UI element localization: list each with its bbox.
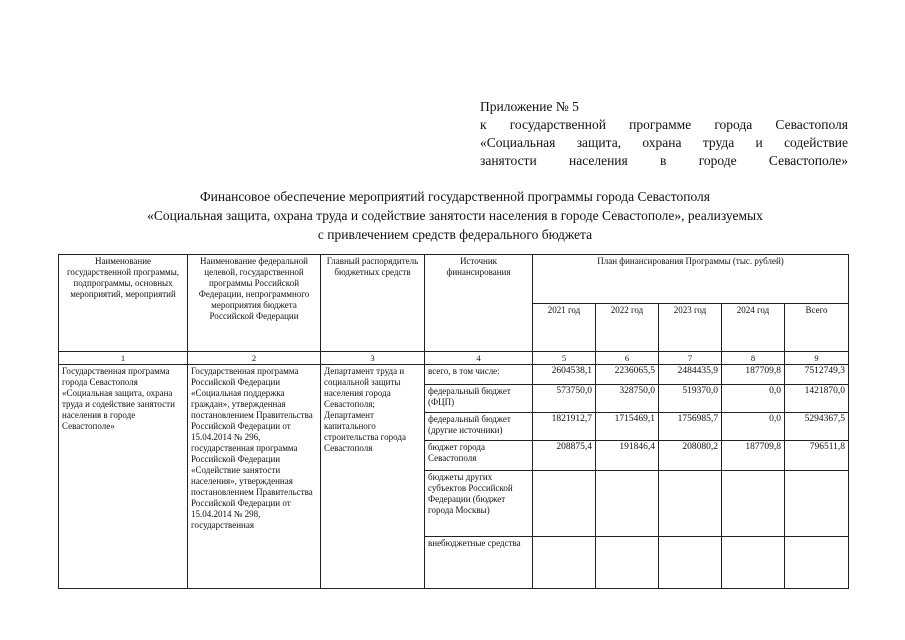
col-number: 8 bbox=[722, 352, 785, 365]
value-2023 bbox=[659, 537, 722, 589]
col-number: 5 bbox=[533, 352, 596, 365]
appendix-line-4: занятости населения в городе Севастополе» bbox=[480, 153, 848, 168]
col-number: 2 bbox=[188, 352, 321, 365]
value-2023: 208080,2 bbox=[659, 441, 722, 471]
value-2022 bbox=[596, 537, 659, 589]
value-2024: 0,0 bbox=[722, 413, 785, 441]
col-number: 3 bbox=[321, 352, 425, 365]
value-2023: 1756985,7 bbox=[659, 413, 722, 441]
header-2022: 2022 год bbox=[596, 303, 659, 352]
value-2023 bbox=[659, 471, 722, 537]
source-cell: внебюджетные средства bbox=[425, 537, 533, 589]
value-total: 7512749,3 bbox=[785, 365, 849, 385]
program-name-cell: Государственная программа города Севастополя «Социальная защита, охрана труда и содействие занятости населения в городе Севастополе» bbox=[59, 365, 188, 589]
value-2022: 2236065,5 bbox=[596, 365, 659, 385]
value-2024 bbox=[722, 537, 785, 589]
col-number: 6 bbox=[596, 352, 659, 365]
value-total bbox=[785, 471, 849, 537]
header-row-1 bbox=[59, 255, 849, 304]
federal-program-cell: Государственная программа Российской Федерации «Социальная поддержка граждан», утвержденная постановлением Правительства Российской Федерации от 15.04.2014 № 296, государственная программа Российской Федерации «Содействие занятости населения», утвержденная постановлением Правительства Российской Федерации от 15.04.2014 № 298, государственная bbox=[188, 365, 321, 589]
source-cell: федеральный бюджет (другие источники) bbox=[425, 413, 533, 441]
appendix-line-2: к государственной программе города Севастополя bbox=[480, 117, 848, 132]
header-2024: 2024 год bbox=[722, 303, 785, 352]
value-2021: 208875,4 bbox=[533, 441, 596, 471]
financing-table bbox=[58, 254, 849, 589]
value-2024: 187709,8 bbox=[722, 365, 785, 385]
value-2024: 0,0 bbox=[722, 385, 785, 413]
value-2021 bbox=[533, 537, 596, 589]
value-2024: 187709,8 bbox=[722, 441, 785, 471]
appendix-number: Приложение № 5 bbox=[480, 99, 579, 114]
column-number-row bbox=[59, 352, 849, 365]
header-federal-program: Наименование федеральной целевой, государственной программы Российской Федерации, непрограммного мероприятия бюджета Российской Федерации bbox=[188, 255, 321, 352]
header-total: Всего bbox=[785, 303, 849, 352]
value-2021 bbox=[533, 471, 596, 537]
header-plan: План финансирования Программы (тыс. рублей) bbox=[533, 255, 849, 304]
source-cell: бюджет города Севастополя bbox=[425, 441, 533, 471]
value-2022: 191846,4 bbox=[596, 441, 659, 471]
col-number: 1 bbox=[59, 352, 188, 365]
header-2023: 2023 год bbox=[659, 303, 722, 352]
title-line-1: Финансовое обеспечение мероприятий государственной программы города Севастополя bbox=[199, 189, 711, 204]
source-cell: всего, в том числе: bbox=[425, 365, 533, 385]
value-total: 796511,8 bbox=[785, 441, 849, 471]
source-cell: федеральный бюджет (ФЦП) bbox=[425, 385, 533, 413]
value-2021: 2604538,1 bbox=[533, 365, 596, 385]
value-total: 1421870,0 bbox=[785, 385, 849, 413]
value-2023: 519370,0 bbox=[659, 385, 722, 413]
value-total bbox=[785, 537, 849, 589]
header-2021: 2021 год bbox=[533, 303, 596, 352]
header-source: Источник финансирования bbox=[425, 255, 533, 352]
title-line-2: «Социальная защита, охрана труда и содействие занятости населения в городе Севастополе», реализуемых bbox=[147, 208, 763, 223]
header-distributor: Главный распорядитель бюджетных средств bbox=[321, 255, 425, 352]
value-2021: 573750,0 bbox=[533, 385, 596, 413]
title-line-3: с привлечением средств федерального бюджета bbox=[317, 227, 593, 242]
appendix-note bbox=[480, 98, 848, 170]
appendix-line-3: «Социальная защита, охрана труда и содействие bbox=[480, 135, 848, 150]
value-2022 bbox=[596, 471, 659, 537]
col-number: 4 bbox=[425, 352, 533, 365]
col-number: 9 bbox=[785, 352, 849, 365]
table-row bbox=[59, 365, 849, 385]
distributor-cell: Департамент труда и социальной защиты населения города Севастополя; Департамент капитального строительства города Севастополя bbox=[321, 365, 425, 589]
value-total: 5294367,5 bbox=[785, 413, 849, 441]
value-2023: 2484435,9 bbox=[659, 365, 722, 385]
value-2022: 328750,0 bbox=[596, 385, 659, 413]
header-program-name: Наименование государственной программы, подпрограммы, основных мероприятий, мероприятий bbox=[59, 255, 188, 352]
value-2024 bbox=[722, 471, 785, 537]
col-number: 7 bbox=[659, 352, 722, 365]
document-title bbox=[60, 187, 850, 244]
source-cell: бюджеты других субъектов Российской Федерации (бюджет города Москвы) bbox=[425, 471, 533, 537]
value-2022: 1715469,1 bbox=[596, 413, 659, 441]
value-2021: 1821912,7 bbox=[533, 413, 596, 441]
